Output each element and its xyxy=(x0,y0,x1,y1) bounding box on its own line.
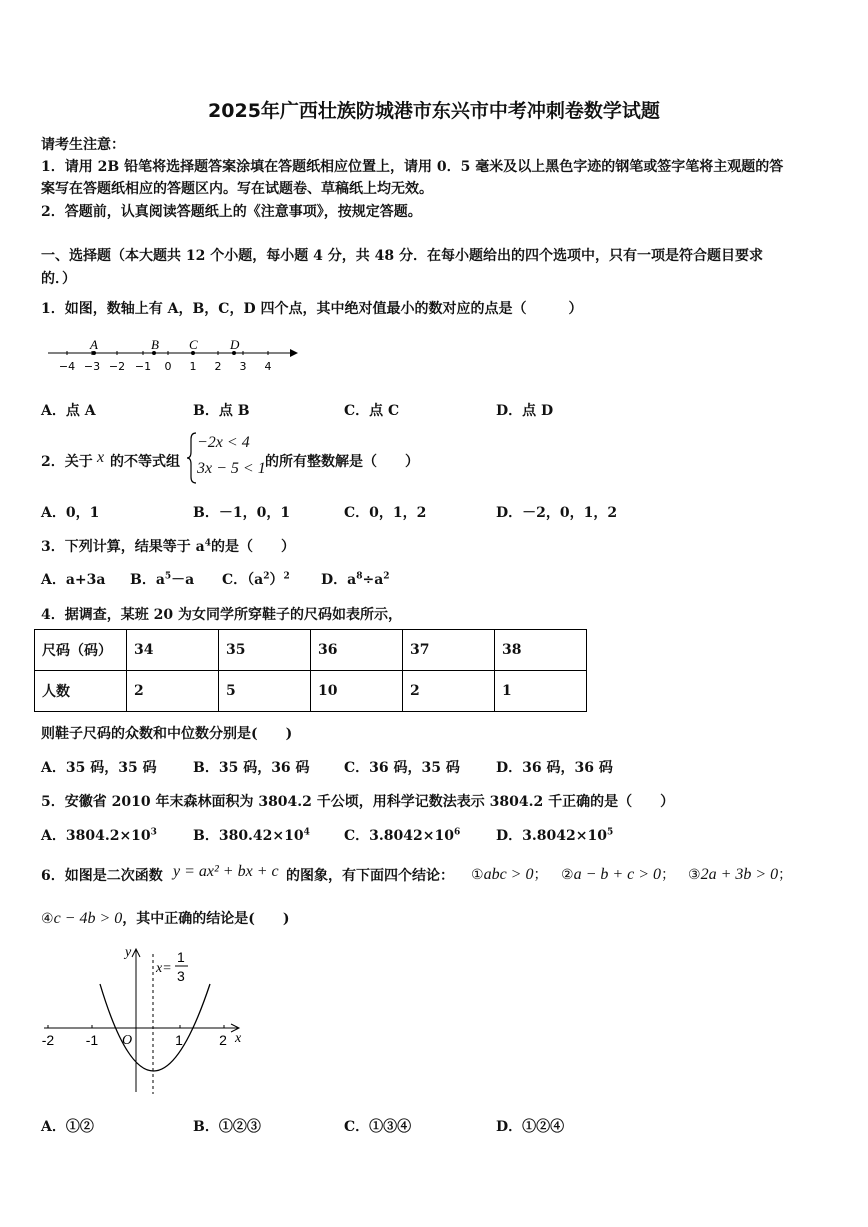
table-cell: 1 xyxy=(495,671,587,712)
table-cell: 38 xyxy=(495,630,587,671)
q2-option-c[interactable]: C．0，1，2 xyxy=(344,505,427,521)
tick-label: −4 xyxy=(58,360,76,373)
tick-label: 2 xyxy=(219,1032,227,1048)
tick-label: 0 xyxy=(164,360,172,373)
q2-suffix: 的所有整数解是（ ） xyxy=(265,454,419,470)
q4-option-a[interactable]: A．35 码，35 码 xyxy=(41,760,157,776)
q6-conclusion-4: ④c − 4b > 0，其中正确的结论是( ) xyxy=(41,910,290,927)
table-cell: 5 xyxy=(219,671,311,712)
q5-option-b[interactable]: B．$380.42\times 10^4$ xyxy=(193,827,310,844)
table-cell: 36 xyxy=(311,630,403,671)
section-heading-cont: 的．） xyxy=(41,271,76,287)
tick-label: −1 xyxy=(134,360,152,373)
table-cell: 人数 xyxy=(35,671,127,712)
q6-conclusion-3: ③2a + 3b > 0； xyxy=(688,866,793,883)
tick-label: −3 xyxy=(83,360,101,373)
axis-y-label: y xyxy=(125,945,132,960)
table-cell: 2 xyxy=(127,671,219,712)
tick-label: 3 xyxy=(239,360,247,373)
table-cell: 34 xyxy=(127,630,219,671)
q4-followup: 则鞋子尺码的众数和中位数分别是( ) xyxy=(41,726,293,742)
section-heading: 一、选择题（本大题共 12 个小题，每小题 4 分，共 48 分．在每小题给出的四个选项中，只有一项是符合题目要求 xyxy=(41,248,763,264)
tick-label: 2 xyxy=(214,360,222,373)
q6-stem-prefix: 6．如图是二次函数 xyxy=(41,868,163,884)
table-cell: 35 xyxy=(219,630,311,671)
table-cell: 尺码（码） xyxy=(35,630,127,671)
q2-ineq-2: 3x − 5 < 1 xyxy=(197,460,266,477)
q1-option-b[interactable]: B．点 B xyxy=(193,403,250,419)
q5-option-a[interactable]: A．$3804.2\times 10^3$ xyxy=(41,827,157,844)
table-row xyxy=(35,671,587,712)
shoe-size-table xyxy=(34,629,587,712)
symmetry-label: x= xyxy=(156,961,172,976)
tick-label: 4 xyxy=(264,360,272,373)
notice-heading: 请考生注意： xyxy=(41,137,125,153)
notice-line-2: 2．答题前，认真阅读答题纸上的《注意事项》，按规定答题。 xyxy=(41,204,422,220)
q1-stem: 1．如图，数轴上有 A，B，C，D 四个点，其中绝对值最小的数对应的点是（ ） xyxy=(41,301,583,317)
q6-conclusion-2: ②a − b + c > 0； xyxy=(561,866,676,883)
q4-option-d[interactable]: D．36 码，36 码 xyxy=(496,760,613,776)
q2-var: x xyxy=(97,449,105,466)
q5-option-d[interactable]: D．$3.8042\times 10^5$ xyxy=(496,827,614,844)
q3-option-c[interactable]: C．$(a^2)^2$ xyxy=(222,571,290,588)
q3-option-b[interactable]: B．$a^5-a$ xyxy=(130,571,195,588)
sym-numerator: 1 xyxy=(177,949,185,965)
q2-ineq-1: −2x < 4 xyxy=(197,434,250,451)
q4-option-c[interactable]: C．36 码，35 码 xyxy=(344,760,460,776)
label-c: C xyxy=(189,337,198,352)
q4-option-b[interactable]: B．35 码，36 码 xyxy=(193,760,310,776)
tick-label: −2 xyxy=(108,360,126,373)
q6-option-b[interactable]: B．①②③ xyxy=(193,1119,261,1135)
notice-line-1a: 1．请用 2B 铅笔将选择题答案涂填在答题纸相应位置上，请用 0．5 毫米及以上黑色字迹的钢笔或签字笔将主观题的答 xyxy=(41,159,784,175)
q6-stem-mid: 的图象，有下面四个结论： xyxy=(286,868,454,884)
axis-x-label: x xyxy=(235,1031,242,1046)
origin-label: O xyxy=(122,1033,133,1048)
tick-label: -1 xyxy=(85,1032,99,1048)
q3-stem: 3．下列计算，结果等于 $a^4$的是（ ） xyxy=(41,538,295,555)
tick-label: -2 xyxy=(41,1032,55,1048)
q6-conclusion-1: ①abc > 0； xyxy=(471,866,548,883)
tick-label: 1 xyxy=(189,360,197,373)
q2-option-b[interactable]: B．－1，0，1 xyxy=(193,505,291,521)
notice-line-1b: 案写在答题纸相应的答题区内。写在试题卷、草稿纸上均无效。 xyxy=(41,181,433,197)
q2-option-d[interactable]: D．－2，0，1，2 xyxy=(496,505,618,521)
page-title: 2025年广西壮族防城港市东兴市中考冲刺卷数学试题 xyxy=(208,100,660,122)
parabola-figure xyxy=(38,940,254,1098)
table-row xyxy=(35,630,587,671)
q2-prefix: 2．关于 xyxy=(41,454,93,470)
q2-option-a[interactable]: A．0，1 xyxy=(41,505,100,521)
q2-mid: 的不等式组 xyxy=(110,454,180,470)
tick-label: 1 xyxy=(175,1032,183,1048)
q1-option-c[interactable]: C．点 C xyxy=(344,403,400,419)
label-a: A xyxy=(90,337,98,352)
q6-option-d[interactable]: D．①②④ xyxy=(496,1119,565,1135)
q6-function: y = ax² + bx + c xyxy=(173,863,279,880)
q6-option-a[interactable]: A．①② xyxy=(41,1119,94,1135)
q3-option-d[interactable]: D．$a^8\div a^2$ xyxy=(321,571,390,588)
q4-stem: 4．据调查，某班 20 为女同学所穿鞋子的尺码如表所示， xyxy=(41,607,402,623)
q5-option-c[interactable]: C．$3.8042\times 10^6$ xyxy=(344,827,461,844)
table-cell: 37 xyxy=(403,630,495,671)
table-cell: 10 xyxy=(311,671,403,712)
label-d: D xyxy=(230,337,240,352)
q1-option-a[interactable]: A．点 A xyxy=(41,403,96,419)
sym-denominator: 3 xyxy=(177,968,185,984)
table-cell: 2 xyxy=(403,671,495,712)
number-line-figure xyxy=(40,336,300,376)
label-b: B xyxy=(151,337,159,352)
q5-stem: 5．安徽省 2010 年末森林面积为 3804.2 千公顷，用科学记数法表示 3804.2 千正确的是（ ） xyxy=(41,794,675,810)
q6-option-c[interactable]: C．①③④ xyxy=(344,1119,412,1135)
q3-option-a[interactable]: A．a+3a xyxy=(41,572,106,588)
q1-option-d[interactable]: D．点 D xyxy=(496,403,554,419)
